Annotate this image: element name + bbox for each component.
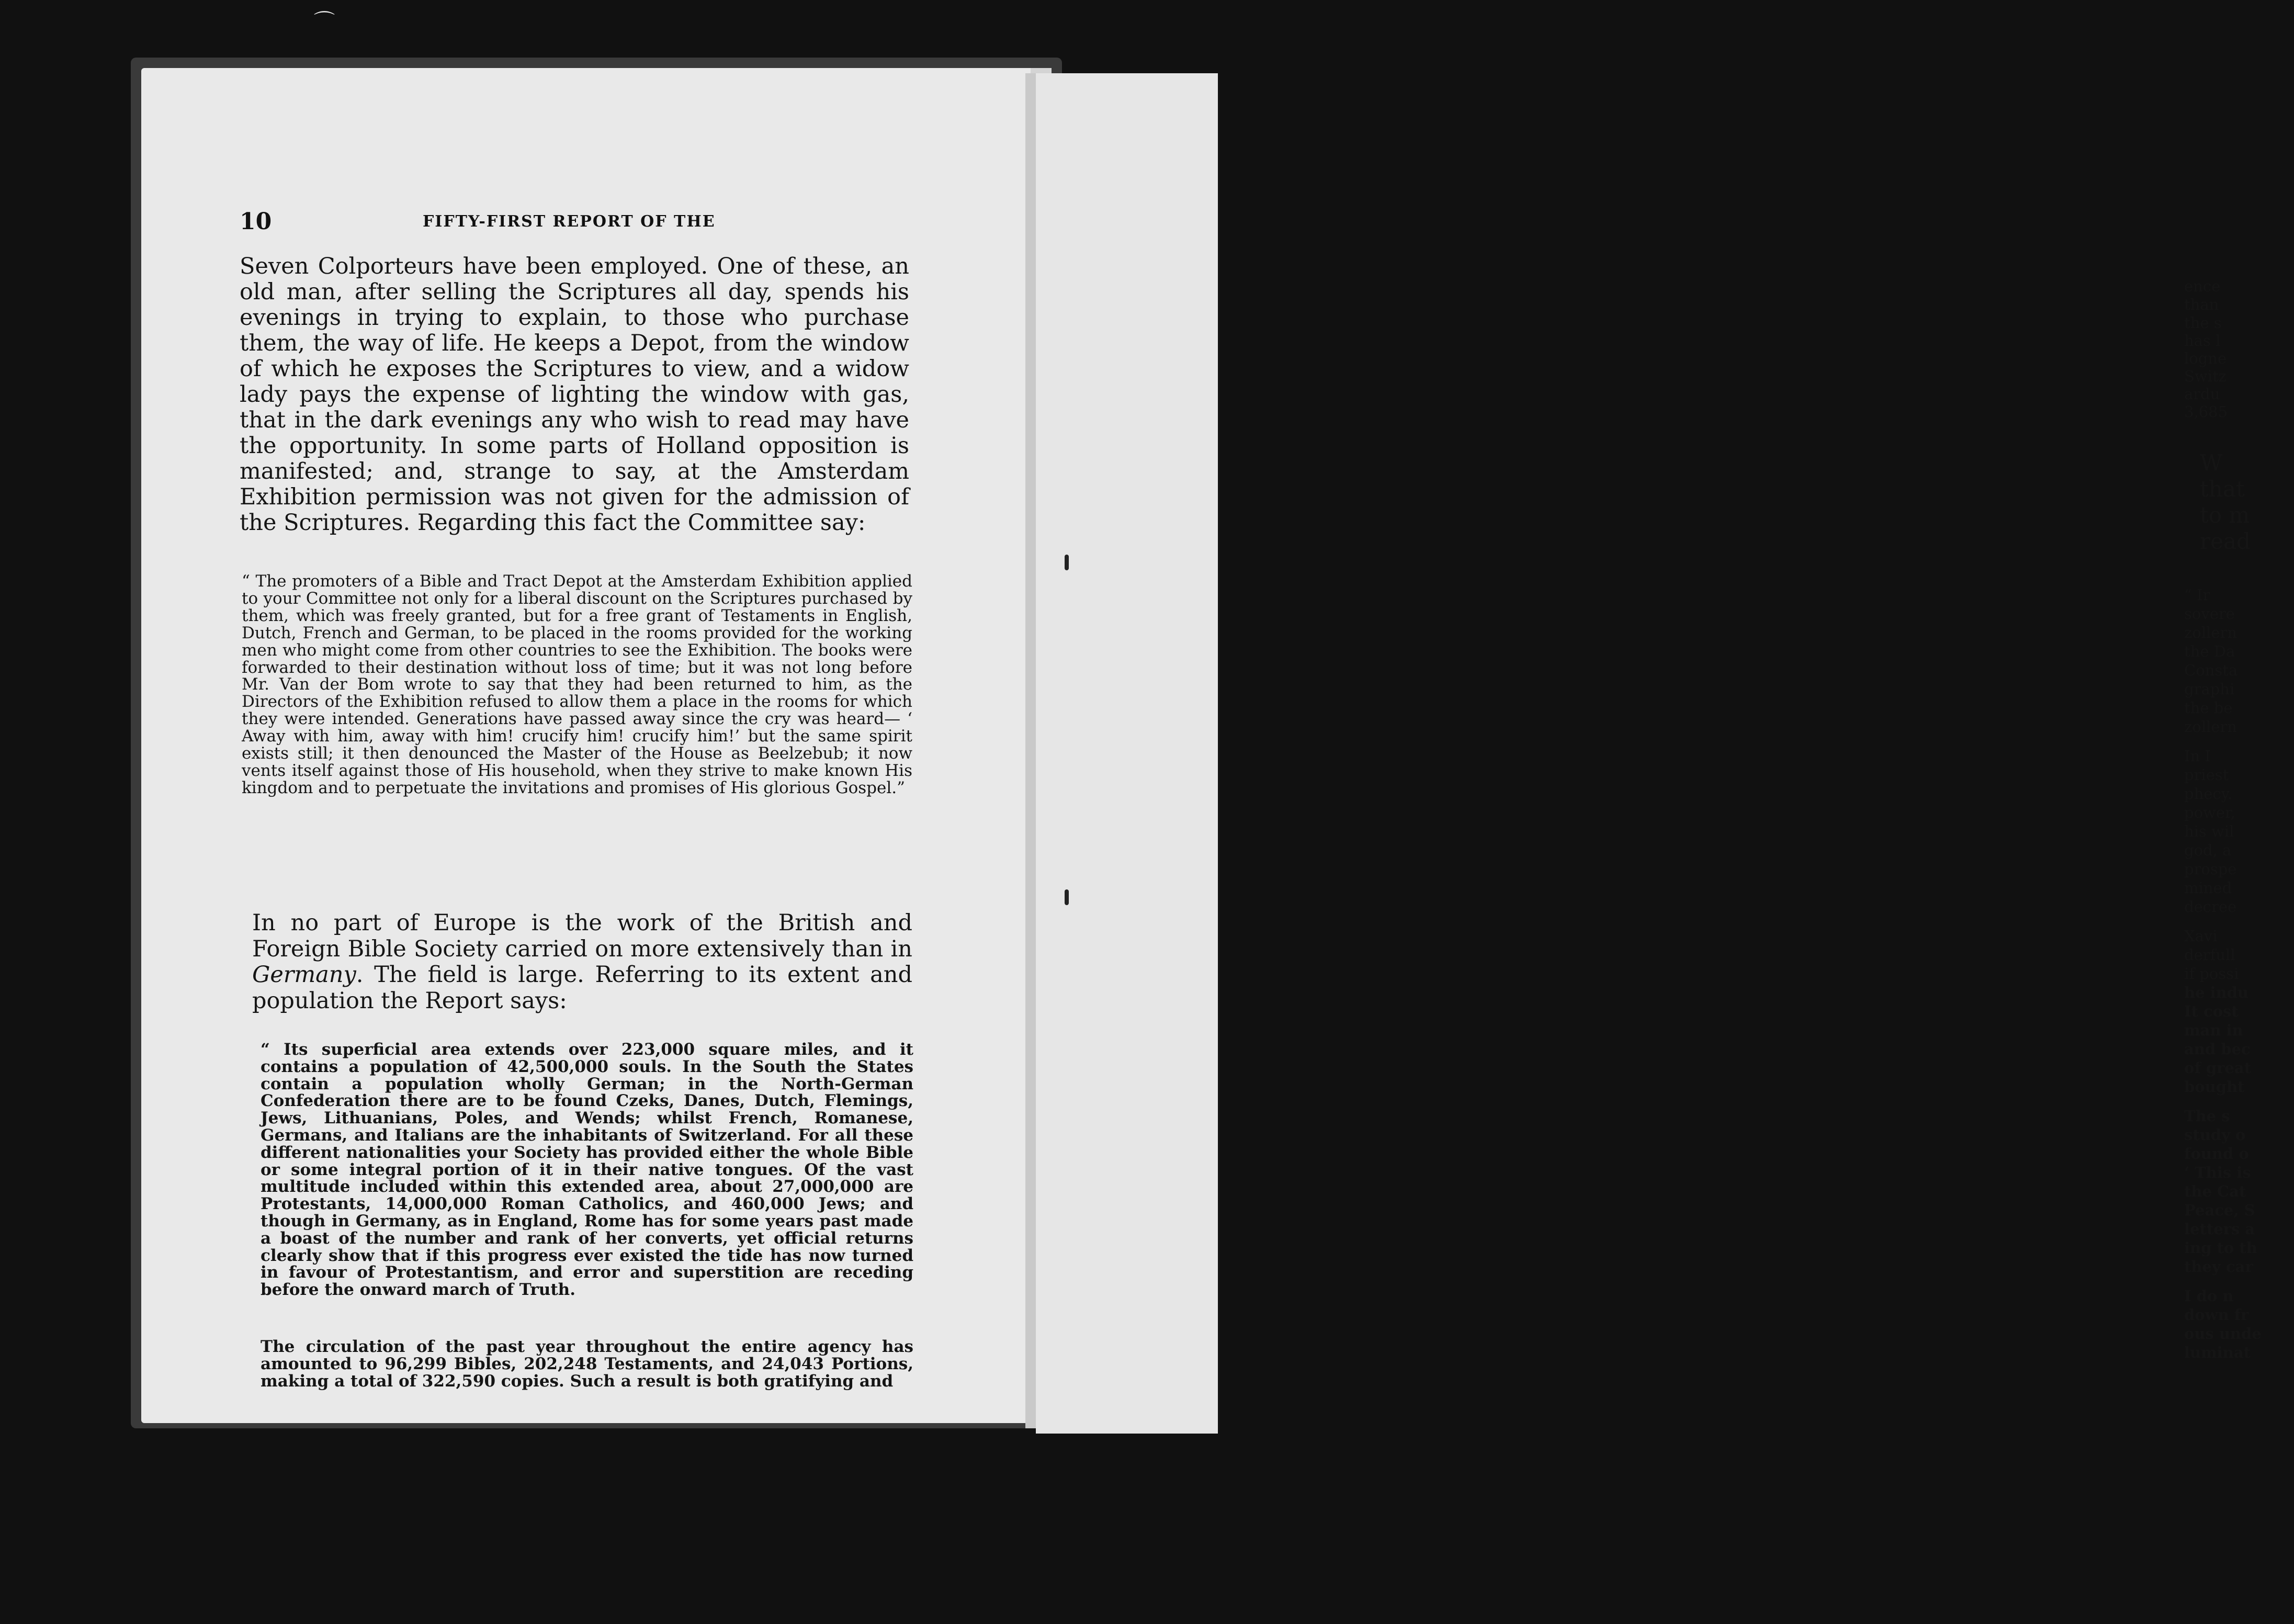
right-page-line: graphi [2184, 680, 2235, 698]
right-page-line: phecy. [2184, 785, 2233, 803]
right-page-line: zollern [2184, 624, 2237, 641]
quote-amsterdam: “ The promoters of a Bible and Tract Depot at the Amsterdam Exhibition applied to your Committee not only for a liberal discount on the Scriptures purchased by them, which was freely granted, but for a free grant of Testaments in English, Dutch, French and German, to be placed in the rooms provided for the working men who might come from other countries to see the Exhibition. The books were forwarded to their destination without loss of time; but it was not long before Mr. Van der Bom wrote to say that they had been returned to him, as the Directors of the Exhibition refused to allow them a place in the rooms for which they were intended. Generations have passed away since the cry was heard— ‘ Away with him, away with him! crucify him! crucify him!’ but the same spirit exists still; it then denounced the Master of the House as Beelzebub; it now vents itself against those of His household, when they strive to make known His kingdom and to perpetuate the invitations and promises of His glorious Gospel.” [242, 572, 912, 797]
right-page-line: found o [2184, 1145, 2249, 1163]
right-page-line: read [2200, 528, 2251, 554]
right-page-line: ing to th [2184, 1239, 2257, 1257]
right-page-line: power, [2184, 804, 2235, 821]
right-page-line: down fr [2184, 1306, 2249, 1324]
right-page-line: sovere [2184, 605, 2235, 623]
right-page-line: god, a [2184, 841, 2232, 859]
right-page-line: the Cat [2184, 1182, 2246, 1200]
right-page-line: than [2184, 296, 2219, 313]
right-page-line: the s [2184, 314, 2222, 332]
right-page-line: letters a [2184, 1220, 2255, 1238]
page-header [240, 208, 920, 240]
paragraph-germany-text: In no part of Europe is the work of the British and Foreign Bible Society carried on more extensively than in [252, 910, 912, 962]
right-page-line: luminat [2184, 1344, 2251, 1361]
right-page-line: priest [2184, 766, 2229, 784]
right-page-line: ‘ This is [2184, 1164, 2251, 1181]
right-page-line: his wil [2184, 822, 2234, 840]
running-title: FIFTY-FIRST REPORT OF THE [423, 212, 716, 231]
right-page-line: zollern [2184, 718, 2237, 736]
right-page-line: mined [2184, 879, 2232, 897]
right-page-line: ous unde [2184, 1325, 2262, 1343]
right-page-line: if possi [2184, 965, 2239, 983]
page-mark [1065, 889, 1069, 905]
paragraph-germany [252, 910, 912, 1014]
right-page-line: Peace, S [2184, 1201, 2255, 1219]
quote-germany-area: “ Its superficial area extends over 223,000 square miles, and it contains a population of 42,500,000 souls. In the South the States contain a population wholly German; in the North-German Confederation there are to be found Czeks, Danes, Dutch, Flemings, Jews, Lithuanians, Poles, and Wends; whilst French, Romanese, Germans, and Italians are the inhabitants of Switzerland. For all these different nationalities your Society has provided either the whole Bible or some integral portion of it in their native tongues. Of the vast multitude included within this extended area, about 27,000,000 are Protestants, 14,000,000 Roman Catholics, and 460,000 Jews; and though in Germany, as in England, Rome has for some years past made a boast of the number and rank of her converts, yet official returns clearly show that if this progress ever existed the tide has now turned in favour of Protestantism, and error and superstition are receding before the onward march of Truth. [261, 1040, 913, 1300]
right-page-line: Xavi [2184, 927, 2218, 945]
right-page-line: prospe [2184, 860, 2237, 878]
right-page-line: man in [2184, 1021, 2243, 1039]
right-page-line: has l [2184, 332, 2221, 349]
right-page-line: Switz [2184, 367, 2227, 385]
right-page-line: I do n [2184, 1287, 2234, 1305]
right-page-line: W [2200, 450, 2223, 476]
right-page-line: ence [2184, 277, 2221, 295]
right-page-line: the be [2184, 699, 2233, 717]
right-page-line: ardu [2184, 385, 2220, 403]
paragraph-germany-text-end: . The field is large. Referring to its extent and population the Report says: [252, 962, 912, 1014]
right-page-line: “ Ir [2184, 586, 2210, 604]
right-page-line: they car [2184, 1258, 2253, 1276]
right-page-line: study o [2184, 1126, 2246, 1144]
right-page-line: the Da [2184, 642, 2235, 660]
right-page-line: bought [2184, 1078, 2245, 1096]
right-page-line: decree [2184, 898, 2237, 916]
right-page-line: and bec [2184, 1040, 2251, 1058]
right-page-line: Consta [2184, 661, 2238, 679]
right-page-line: In I [2184, 747, 2211, 765]
right-page [1036, 73, 2262, 1434]
page-number: 10 [240, 208, 272, 235]
right-page-line: derfull [2184, 946, 2235, 964]
right-page-line: logne [2184, 349, 2227, 367]
right-page-line: 3,685 [2184, 403, 2228, 421]
right-page-line: of great [2184, 1059, 2252, 1077]
right-page-line: The s [2184, 1107, 2230, 1125]
paragraph-circulation: The circulation of the past year throughout the entire agency has amounted to 96,299 Bibles, 202,248 Testaments, and 24,043 Portions, making a total of 322,590 copies. Such a result is both gratifying and [261, 1337, 913, 1391]
right-page-line: to m [2200, 502, 2250, 528]
right-page-line: It cost [2184, 1002, 2239, 1020]
right-page-line: he indu [2184, 984, 2249, 1001]
paragraph-holland: Seven Colporteurs have been employed. One of these, an old man, after selling the Scriptures all day, spends his evenings in trying to explain, to those who purchase them, the way of life. He keeps a Depot, from the window of which he exposes the Scriptures to view, and a widow lady pays the expense of lighting the window with gas, that in the dark evenings any who wish to read may have the opportunity. In some parts of Holland opposition is manifested; and, strange to say, at the Amsterdam Exhibition permission was not given for the admission of the Scriptures. Regarding this fact the Committee say: [240, 253, 909, 536]
page-mark [1065, 555, 1069, 570]
germany-italic: Germany [252, 962, 356, 988]
right-page-line: that [2200, 476, 2245, 502]
film-scratch: ⌒ [314, 10, 335, 34]
